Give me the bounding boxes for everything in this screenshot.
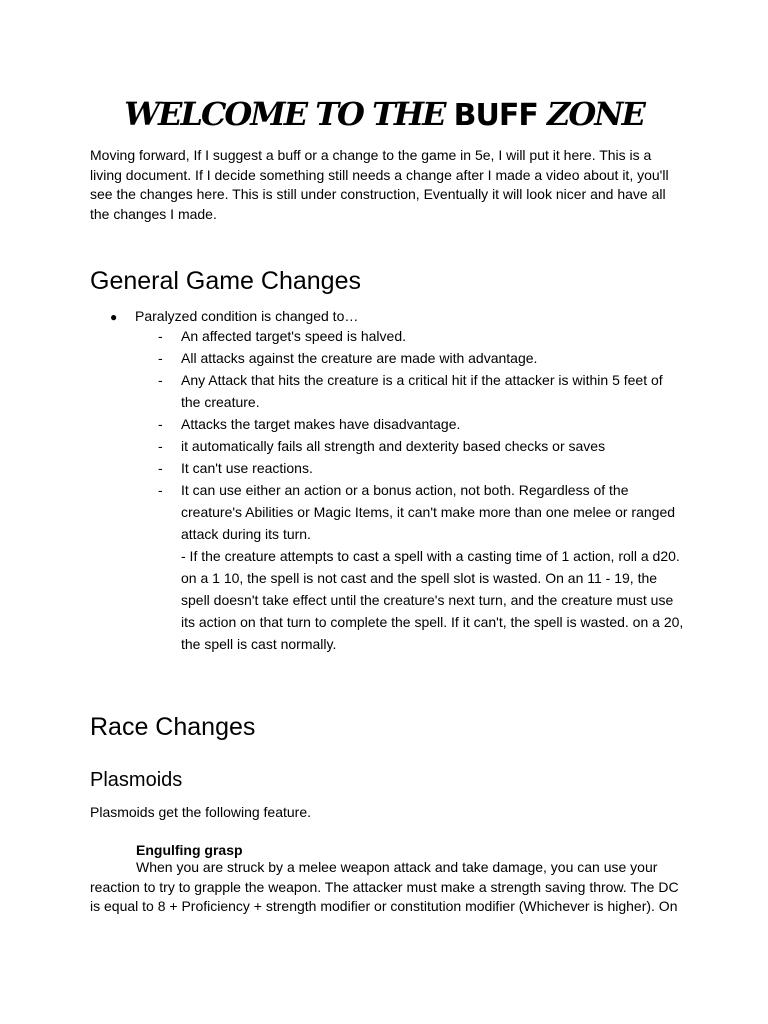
dash-marker: - xyxy=(158,482,163,498)
list-item-text: It can use either an action or a bonus action, not both. Regardless of the creature's Abilities or Magic Items, it can't make more than one melee or ranged attack during its turn. xyxy=(181,482,676,542)
dash-marker: - xyxy=(158,438,163,454)
bullet-text: Paralyzed condition is changed to… xyxy=(135,308,359,324)
title-part-2: BUFF xyxy=(453,98,538,133)
feature-title: Engulfing grasp xyxy=(136,842,243,858)
list-item-text: All attacks against the creature are made with advantage. xyxy=(181,350,538,366)
bullet-item xyxy=(110,306,358,327)
dash-marker: - xyxy=(158,350,163,366)
bullet-symbol: ● xyxy=(110,310,118,324)
list-item xyxy=(156,347,686,369)
list-item xyxy=(156,435,686,457)
list-item-text: An affected target's speed is halved. xyxy=(181,328,407,344)
title-part-1: WELCOME TO THE xyxy=(124,95,454,133)
plasmoids-intro: Plasmoids get the following feature. xyxy=(90,804,312,820)
dash-marker: - xyxy=(158,372,163,388)
race-changes-heading: Race Changes xyxy=(90,713,256,741)
feature-body: When you are struck by a melee weapon attack and take damage, you can use your reaction to try to grapple the weapon. The attacker must make a strength saving throw. The DC is equal to 8 + Proficiency + strength modifier or constitution modifier (Whichever is higher). On xyxy=(90,859,679,914)
list-item xyxy=(156,413,686,435)
list-item-text: It can't use reactions. xyxy=(181,460,313,476)
title-part-3: ZONE xyxy=(537,95,644,133)
general-changes-heading: General Game Changes xyxy=(90,267,361,295)
dash-marker: - xyxy=(158,416,163,432)
list-item xyxy=(156,457,686,479)
intro-paragraph: Moving forward, If I suggest a buff or a change to the game in 5e, I will put it here. This is a living document. If I decide something still needs a change after I made a video about it, you'll see the changes here. This is still under construction, Eventually it will look nicer and have all the changes I made. xyxy=(90,147,669,222)
list-item-text: it automatically fails all strength and dexterity based checks or saves xyxy=(181,438,606,454)
paralyzed-rules-list xyxy=(156,325,686,655)
dash-marker: - xyxy=(158,328,163,344)
list-item xyxy=(156,325,686,347)
dash-marker: - xyxy=(158,460,163,476)
list-item xyxy=(156,479,686,655)
list-item-text: Any Attack that hits the creature is a critical hit if the attacker is within 5 feet of the creature. xyxy=(181,372,663,410)
plasmoids-heading: Plasmoids xyxy=(90,769,183,791)
spellcasting-rule-text: - If the creature attempts to cast a spell with a casting time of 1 action, roll a d20. on a 1 10, the spell is not cast and the spell slot is wasted. On an 11 - 19, the spell doesn't take effect until the creature's next turn, and the creature must use its action on that turn to complete the spell. If it can't, the spell is wasted. on a 20, the spell is cast normally. xyxy=(181,548,684,652)
document-title xyxy=(0,92,768,138)
list-item xyxy=(156,369,686,413)
list-item-text: Attacks the target makes have disadvantage. xyxy=(181,416,461,432)
